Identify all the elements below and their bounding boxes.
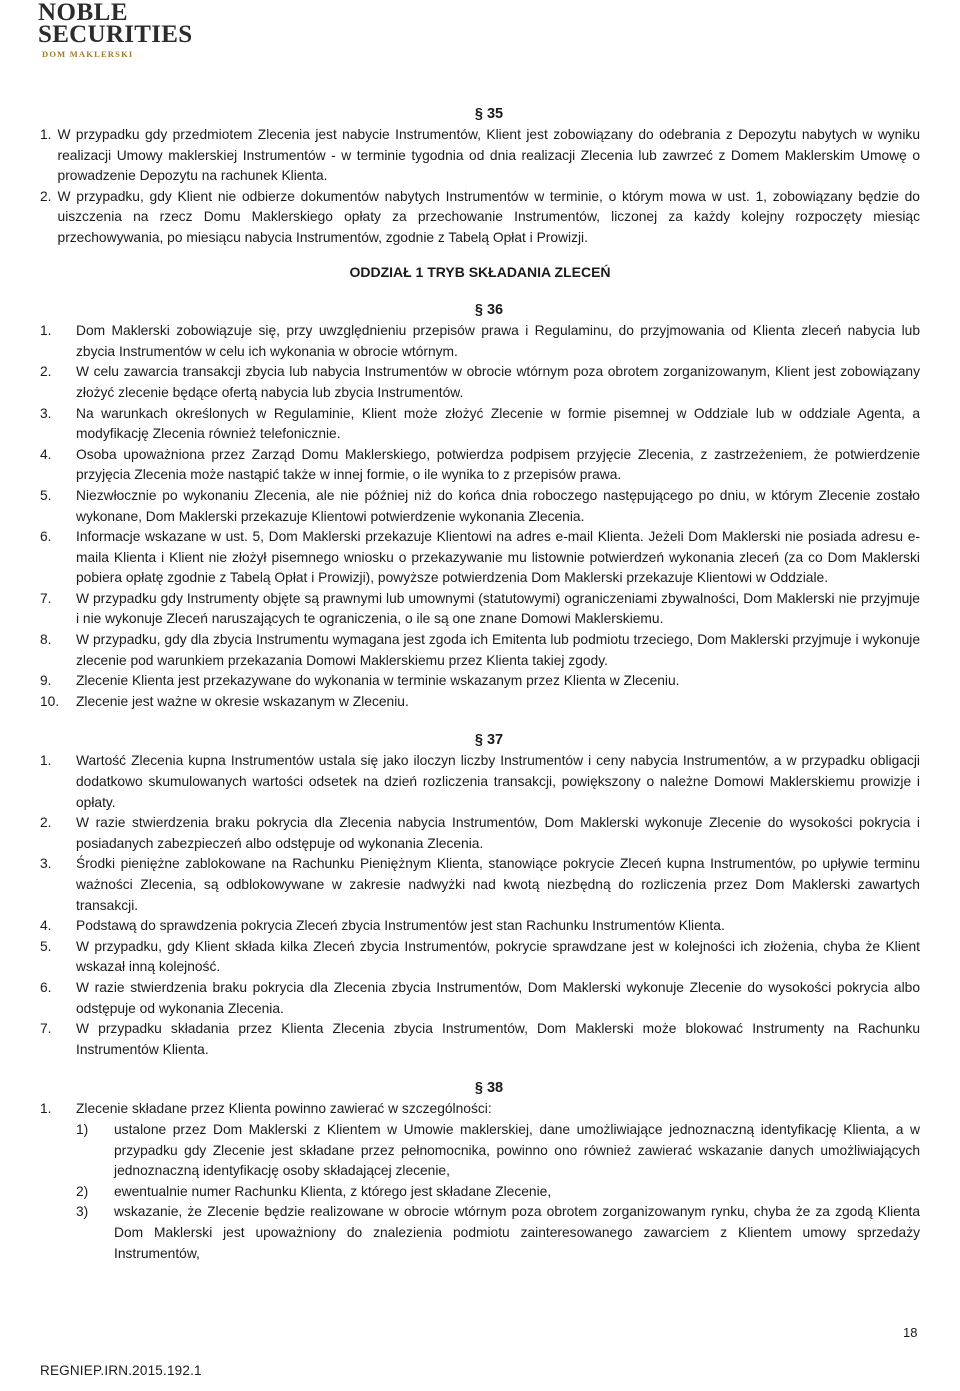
sub-item-text: wskazanie, że Zlecenie będzie realizowane w obrocie wtórnym poza obrotem zorganizowanym rynku, chyba że za zgodą Klienta Dom Maklerski jest upoważniony do znalezienia podmiotu zainteresowanego zawarciem z Klientem umowy sprzedaży Instrumentów, (114, 1204, 920, 1261)
item-number: 1. (40, 323, 52, 339)
item-number: 2. (40, 364, 52, 380)
list-item (40, 187, 920, 249)
section-38-list (40, 1099, 920, 1120)
list-item (40, 362, 920, 403)
item-text: Środki pieniężne zablokowane na Rachunku Pieniężnym Klienta, stanowiące pokrycie Zleceń kupna Instrumentów, po upływie terminu ważności Zlecenia, są odblokowywane w zakresie nadwyżki nad kwotą niezbędną do rozliczenia przez Dom Maklerski zawartych transakcji. (76, 856, 920, 913)
item-text: W przypadku, gdy Klient nie odbierze dokumentów nabytych Instrumentów w terminie, o którym mowa w ust. 1, zobowiązany będzie do uiszczenia na rzecz Domu Maklerskiego opłaty za przechowanie Instrumentów, liczonej za każdy kolejny rozpoczęty miesiąc przechowywania, po miesiącu nabycia Instrumentów, zgodnie z Tabelą Opłat i Prowizji. (57, 188, 920, 245)
item-text: Informacje wskazane w ust. 5, Dom Maklerski przekazuje Klientowi na adres e-mail Klienta. Jeżeli Dom Maklerski nie posiada adresu e-maila Klienta i Klient nie złożył pisemnego wniosku o przekazywanie mu listownie potwierdzeń wykonania zleceń (za co Dom Maklerski pobiera opłatę zgodnie z Tabelą Opłat i Prowizji), powyższe potwierdzenia Dom Maklerski przekazuje Klientowi w Oddziale. (76, 529, 920, 586)
list-item (40, 671, 920, 692)
list-item (40, 630, 920, 671)
list-item (40, 125, 920, 187)
item-text: W przypadku, gdy Klient składa kilka Zleceń zbycia Instrumentów, pokrycie sprawdzane jest w kolejności ich złożenia, chyba że Klient wskazał inną kolejność. (76, 938, 920, 975)
item-number: 3. (40, 856, 52, 872)
item-number: 4. (40, 446, 52, 462)
page-number: 18 (903, 1325, 918, 1340)
list-item (40, 854, 920, 916)
item-number: 7. (40, 590, 52, 606)
item-number: 7. (40, 1021, 52, 1037)
chapter-heading: ODDZIAŁ 1 TRYB SKŁADANIA ZLECEŃ (349, 263, 611, 280)
item-text: Osoba upoważniona przez Zarząd Domu Maklerskiego, potwierdza podpisem przyjęcie Zlecenia, z zastrzeżeniem, że potwierdzenie przyjęcia Zlecenia może nastąpić także w innej formie, o ile wynika to z przepisów prawa. (76, 446, 920, 483)
item-text: Niezwłocznie po wykonaniu Zlecenia, ale nie później niż do końca dnia roboczego następującego po dniu, w którym Zlecenie zostało wykonane, Dom Maklerski przekazuje Klientowi potwierdzenie wykonania Zlecenia. (76, 487, 920, 524)
sub-item-text: ewentualnie numer Rachunku Klienta, z którego jest składane Zlecenie, (114, 1183, 552, 1199)
sub-item-text: ustalone przez Dom Maklerski z Klientem w Umowie maklerskiej, dane umożliwiające jednoznaczną identyfikację Klienta, a w przypadku gdy Zlecenie jest składane przez pełnomocnika, powinno ono również zawierać wskazanie danych umożliwiających jednoznaczną identyfikację osoby składającej zlecenie, (114, 1121, 920, 1179)
item-number: 5. (40, 938, 52, 954)
sub-item-number: 1) (76, 1121, 89, 1137)
item-number: 6. (40, 529, 52, 545)
item-number: 10. (40, 693, 60, 709)
list-item (40, 937, 920, 978)
section-title-37: § 37 (474, 732, 504, 749)
item-number: 1. (40, 127, 52, 142)
section-title-35: § 35 (474, 106, 504, 122)
section-35-list (40, 125, 920, 249)
section-37-list (40, 751, 920, 1060)
item-text: Podstawą do sprawdzenia pokrycia Zleceń zbycia Instrumentów jest stan Rachunku Instrumentów Klienta. (76, 918, 725, 934)
list-item (40, 527, 920, 589)
section-title-38: § 38 (474, 1080, 504, 1097)
item-number: 2. (40, 815, 52, 831)
sub-list-item (76, 1182, 920, 1203)
item-text: Dom Maklerski zobowiązuje się, przy uwzględnieniu przepisów prawa i Regulaminu, do przyjmowania od Klienta zleceń nabycia lub zbycia Instrumentów w celu ich wykonania w obrocie wtórnym. (76, 323, 920, 359)
item-text: Zlecenie składane przez Klienta powinno zawierać w szczególności: (76, 1101, 492, 1117)
list-item (40, 404, 920, 445)
item-number: 3. (40, 405, 52, 421)
sub-item-number: 3) (76, 1204, 89, 1220)
item-text: W razie stwierdzenia braku pokrycia dla Zlecenia nabycia Instrumentów, Dom Maklerski wykonuje Zlecenie do wysokości pokrycia i posiadanych zabezpieczeń albo odstępuje od wykonania Zlecenia. (76, 815, 920, 851)
sub-item-number: 2) (76, 1183, 89, 1199)
list-item (40, 978, 920, 1019)
list-item (40, 751, 920, 813)
company-logo (38, 2, 208, 64)
item-number: 1. (40, 753, 52, 769)
item-text: W przypadku składania przez Klienta Zlecenia zbycia Instrumentów, Dom Maklerski może blokować Instrumenty na Rachunku Instrumentów Klienta. (76, 1021, 920, 1057)
sub-list-item (76, 1120, 920, 1182)
list-item (40, 321, 920, 362)
item-number: 6. (40, 979, 52, 995)
item-text: W razie stwierdzenia braku pokrycia dla Zlecenia zbycia Instrumentów, Dom Maklerski wykonuje Zlecenie do wysokości pokrycia albo odstępuje od wykonania Zlecenia. (76, 979, 920, 1016)
item-text: W przypadku, gdy dla zbycia Instrumentu wymagana jest zgoda ich Emitenta lub podmiotu trzeciego, Dom Maklerski przyjmuje i wykonuje zlecenie pod warunkiem przekazania Domowi Maklerskiemu przez Klienta takiej zgody. (76, 632, 920, 668)
list-item (40, 916, 920, 937)
item-text: Na warunkach określonych w Regulaminie, Klient może złożyć Zlecenie w formie pisemnej w Oddziale lub w oddziale Agenta, a modyfikację Zlecenia również telefonicznie. (76, 405, 920, 442)
item-number: 4. (40, 918, 52, 934)
item-text: W przypadku gdy przedmiotem Zlecenia jest nabycie Instrumentów, Klient jest zobowiązany do odebrania z Depozytu nabytych w wyniku realizacji Umowy maklerskiej Instrumentów - w terminie tygodnia od dnia realizacji Zlecenia lub zawrzeć z Domem Maklerskim Umowę o prowadzenie Depozytu na rachunek Klienta. (57, 127, 920, 184)
list-item (40, 692, 920, 713)
item-text: W celu zawarcia transakcji zbycia lub nabycia Instrumentów w obrocie wtórnym poza obrotem zorganizowanym, Klient jest zobowiązany złożyć zlecenie będące ofertą nabycia lub zbycia Instrumentów. (76, 364, 920, 400)
section-title-36: § 36 (474, 302, 504, 319)
list-item (40, 1099, 920, 1120)
item-text: W przypadku gdy Instrumenty objęte są prawnymi lub umownymi (statutowymi) ograniczeniami zbywalności, Dom Maklerski nie przyjmuje i nie wykonuje Zleceń naruszających te ograniczenia, o ile są one znane Domowi Maklerskiemu. (76, 590, 920, 627)
item-number: 5. (40, 487, 52, 503)
footer-document-code: REGNIEP.IRN.2015.192.1 (40, 1363, 202, 1378)
item-number: 9. (40, 673, 52, 689)
item-text: Zlecenie jest ważne w okresie wskazanym w Zleceniu. (76, 693, 409, 709)
item-number: 8. (40, 632, 52, 648)
logo-line-dom-maklerski: DOM MAKLERSKI (42, 49, 134, 59)
item-number: 1. (40, 1101, 52, 1117)
section-38-sublist (76, 1120, 920, 1264)
logo-line-securities: SECURITIES (38, 21, 193, 48)
item-text: Wartość Zlecenia kupna Instrumentów ustala się jako iloczyn liczby Instrumentów i ceny nabycia Instrumentów, a w przypadku obligacji dodatkowo skumulowanych wartości odsetek na dzień rozliczenia transakcji, powiększony o należne Domowi Maklerskiemu prowizje i opłaty. (76, 753, 920, 810)
logo-line-noble: NOBLE (38, 0, 129, 26)
document-body (40, 103, 920, 1264)
item-number: 2. (40, 188, 52, 204)
list-item (40, 1019, 920, 1060)
item-text: Zlecenie Klienta jest przekazywane do wykonania w terminie wskazanym przez Klienta w Zleceniu. (76, 673, 680, 689)
list-item (40, 813, 920, 854)
sub-list-item (76, 1202, 920, 1264)
list-item (40, 486, 920, 527)
list-item (40, 589, 920, 630)
section-36-list (40, 321, 920, 712)
list-item (40, 445, 920, 486)
